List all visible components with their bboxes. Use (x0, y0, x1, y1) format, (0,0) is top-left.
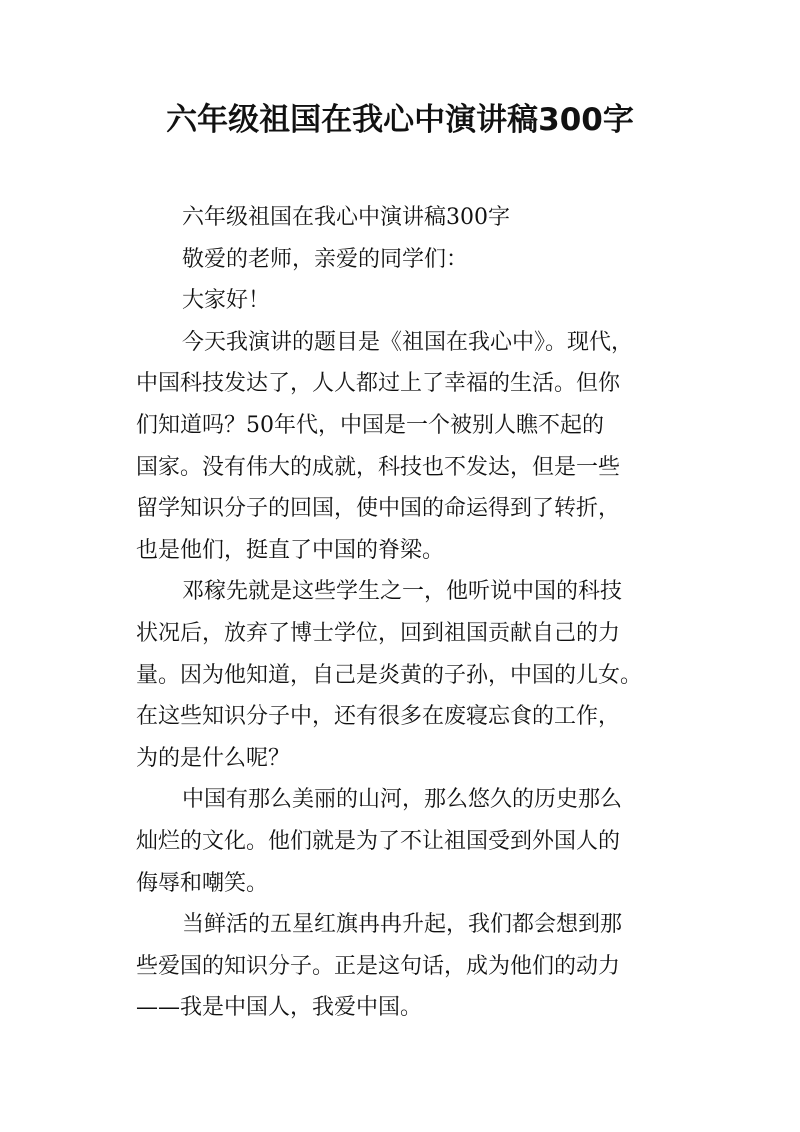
document-body (136, 197, 686, 1029)
text-line: 六年级祖国在我心中演讲稿300字 (182, 205, 510, 230)
text-line: 当鲜活的五星红旗冉冉升起，我们都会想到那 (182, 912, 623, 938)
text-line: 些爱国的知识分子。正是这句话，成为他们的动力 (136, 953, 621, 979)
text-line: 敬爱的老师，亲爱的同学们： (182, 246, 469, 272)
text-line: 们知道吗？50年代，中国是一个被别人瞧不起的 (136, 412, 604, 438)
document-title: 六年级祖国在我心中演讲稿300字 (166, 102, 634, 138)
text-line: 留学知识分子的回国，使中国的命运得到了转折， (136, 496, 621, 522)
text-line: ——我是中国人，我爱中国。 (136, 995, 423, 1021)
text-line: 今天我演讲的题目是《祖国在我心中》。现代， (182, 329, 634, 355)
text-line: 为的是什么呢？ (136, 745, 291, 771)
text-line: 大家好！ (182, 288, 271, 314)
text-line: 国家。没有伟大的成就，科技也不发达，但是一些 (136, 454, 621, 480)
text-line: 中国科技发达了，人人都过上了幸福的生活。但你 (136, 371, 621, 397)
text-line: 侮辱和嘲笑。 (136, 870, 269, 896)
text-line: 在这些知识分子中，还有很多在废寝忘食的工作， (136, 704, 621, 730)
text-line: 状况后，放弃了博士学位，回到祖国贡献自己的力 (136, 620, 621, 646)
text-line: 中国有那么美丽的山河，那么悠久的历史那么 (182, 787, 623, 813)
text-line: 邓稼先就是这些学生之一，他听说中国的科技 (182, 579, 623, 605)
text-line: 灿烂的文化。他们就是为了不让祖国受到外国人的 (136, 828, 621, 854)
text-line: 量。因为他知道，自己是炎黄的子孙，中国的儿女。 (136, 662, 643, 688)
text-line: 也是他们，挺直了中国的脊梁。 (136, 537, 445, 563)
